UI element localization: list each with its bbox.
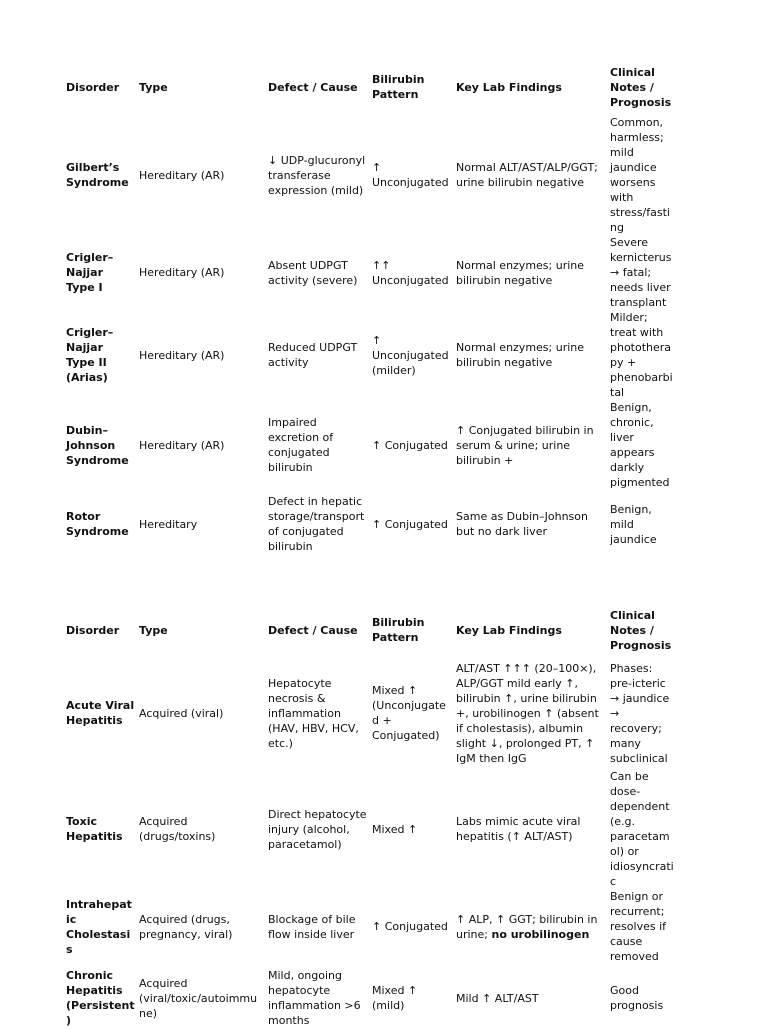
labs-cell: Mild ↑ ALT/AST bbox=[456, 991, 539, 1005]
notes-cell: Severe kernicterus → fatal; needs liver transplant bbox=[610, 236, 672, 309]
pattern-cell: ↑ Conjugated bbox=[372, 920, 448, 933]
disorder-cell: Chronic Hepatitis (Persistent) bbox=[66, 969, 135, 1027]
header-defect: Defect / Cause bbox=[268, 80, 358, 94]
header-bilirubin-pattern: Bilirubin Pattern bbox=[372, 616, 425, 644]
table-header-row bbox=[62, 59, 674, 115]
pattern-cell: Mixed ↑ (Unconjugated + Conjugated) bbox=[372, 684, 446, 742]
disorder-cell: Crigler–Najjar Type II (Arias) bbox=[66, 326, 114, 384]
defect-cell: Blockage of bile flow inside liver bbox=[268, 912, 356, 941]
type-cell: Acquired (viral/toxic/autoimmune) bbox=[139, 976, 258, 1020]
table-row bbox=[62, 964, 674, 1032]
table-row bbox=[62, 115, 674, 235]
header-disorder: Disorder bbox=[66, 80, 120, 94]
notes-cell: Can be dose-dependent (e.g. paracetamol) or idiosyncratic bbox=[610, 770, 674, 888]
notes-cell: Good prognosis bbox=[610, 984, 664, 1012]
type-cell: Hereditary (AR) bbox=[139, 266, 225, 279]
type-cell: Acquired (drugs, pregnancy, viral) bbox=[139, 912, 233, 941]
labs-cell: Normal ALT/AST/ALP/GGT; urine bilirubin negative bbox=[456, 161, 598, 189]
table-row bbox=[62, 657, 674, 769]
type-cell: Acquired (viral) bbox=[139, 706, 224, 720]
labs-cell: Same as Dubin–Johnson but no dark liver bbox=[456, 510, 588, 538]
type-cell: Acquired (drugs/toxins) bbox=[139, 815, 216, 843]
notes-cell: Benign, mild jaundice bbox=[610, 502, 657, 546]
labs-cell: ALT/AST ↑↑↑ (20–100×), ALP/GGT mild early ↑, bilirubin ↑, urine bilirubin +, urobilinogen ↑ (absent if cholestasis), albumin slight ↓, prolonged PT, ↑ IgM then IgG bbox=[456, 661, 599, 765]
notes-cell: Benign, chronic, liver appears darkly pigmented bbox=[610, 401, 670, 489]
pattern-cell: Mixed ↑ bbox=[372, 822, 418, 836]
labs-emphasis: no urobilinogen bbox=[491, 927, 590, 941]
header-key-lab-findings: Key Lab Findings bbox=[456, 80, 562, 94]
pattern-cell: Mixed ↑ (mild) bbox=[372, 984, 418, 1012]
header-key-lab-findings: Key Lab Findings bbox=[456, 623, 562, 637]
notes-cell: Milder; treat with phototherapy + phenobarbital bbox=[610, 311, 673, 399]
notes-cell: Benign or recurrent; resolves if cause removed bbox=[610, 890, 666, 963]
header-bilirubin-pattern: Bilirubin Pattern bbox=[372, 73, 425, 101]
defect-cell: Reduced UDPGT activity bbox=[268, 341, 358, 369]
pattern-cell: ↑ Conjugated bbox=[372, 438, 448, 452]
table-row bbox=[62, 235, 674, 310]
labs-cell: Normal enzymes; urine bilirubin negative bbox=[456, 341, 585, 369]
table-row bbox=[62, 889, 674, 964]
header-clinical-notes: Clinical Notes / Prognosis bbox=[610, 608, 672, 652]
table-header-row bbox=[62, 603, 674, 657]
acquired-hepatitis-table bbox=[62, 603, 674, 1032]
disorder-cell: Crigler–Najjar Type I bbox=[66, 251, 114, 294]
labs-cell bbox=[452, 889, 606, 964]
labs-cell: Normal enzymes; urine bilirubin negative bbox=[456, 258, 585, 287]
defect-cell: Mild, ongoing hepatocyte inflammation >6 months bbox=[268, 969, 361, 1027]
table-row bbox=[62, 310, 674, 400]
defect-cell: Defect in hepatic storage/transport of conjugated bilirubin bbox=[268, 495, 365, 553]
defect-cell: Direct hepatocyte injury (alcohol, paracetamol) bbox=[268, 807, 367, 851]
type-cell: Hereditary (AR) bbox=[139, 168, 225, 182]
disorder-cell: Gilbert’s Syndrome bbox=[66, 161, 129, 189]
disorder-cell: Intrahepatic Cholestasis bbox=[66, 897, 132, 956]
header-type: Type bbox=[139, 80, 168, 94]
table-row bbox=[62, 490, 674, 558]
pattern-cell: ↑ Unconjugated bbox=[372, 161, 449, 189]
labs-text: ↑ ALP, ↑ GGT; bilirubin in urine; bbox=[456, 912, 598, 941]
pattern-cell: ↑ Unconjugated (milder) bbox=[372, 333, 449, 377]
type-cell: Hereditary bbox=[139, 517, 198, 531]
pattern-cell: ↑↑ Unconjugated bbox=[372, 258, 449, 287]
header-clinical-notes: Clinical Notes / Prognosis bbox=[610, 65, 672, 109]
labs-cell: ↑ Conjugated bilirubin in serum & urine; urine bilirubin + bbox=[456, 423, 594, 467]
notes-cell: Phases: pre-icteric → jaundice → recovery; many subclinical bbox=[610, 661, 670, 765]
disorder-cell: Toxic Hepatitis bbox=[66, 815, 123, 843]
disorder-cell: Rotor Syndrome bbox=[66, 510, 129, 538]
header-defect: Defect / Cause bbox=[268, 623, 358, 637]
defect-cell: Absent UDPGT activity (severe) bbox=[268, 258, 358, 287]
labs-cell: Labs mimic acute viral hepatitis (↑ ALT/AST) bbox=[456, 815, 581, 843]
pattern-cell: ↑ Conjugated bbox=[372, 517, 448, 531]
defect-cell: ↓ UDP-glucuronyl transferase expression (mild) bbox=[268, 153, 366, 197]
header-disorder: Disorder bbox=[66, 623, 120, 637]
table-row bbox=[62, 400, 674, 490]
hereditary-jaundice-table bbox=[62, 59, 674, 558]
disorder-cell: Acute Viral Hepatitis bbox=[66, 699, 135, 727]
type-cell: Hereditary (AR) bbox=[139, 348, 225, 362]
table-row bbox=[62, 769, 674, 889]
defect-cell: Hepatocyte necrosis & inflammation (HAV, HBV, HCV, etc.) bbox=[268, 676, 359, 750]
notes-cell: Common, harmless; mild jaundice worsens with stress/fasting bbox=[610, 116, 670, 234]
type-cell: Hereditary (AR) bbox=[139, 438, 225, 452]
disorder-cell: Dubin–Johnson Syndrome bbox=[66, 423, 129, 467]
defect-cell: Impaired excretion of conjugated bilirubin bbox=[268, 416, 334, 474]
header-type: Type bbox=[139, 623, 168, 637]
